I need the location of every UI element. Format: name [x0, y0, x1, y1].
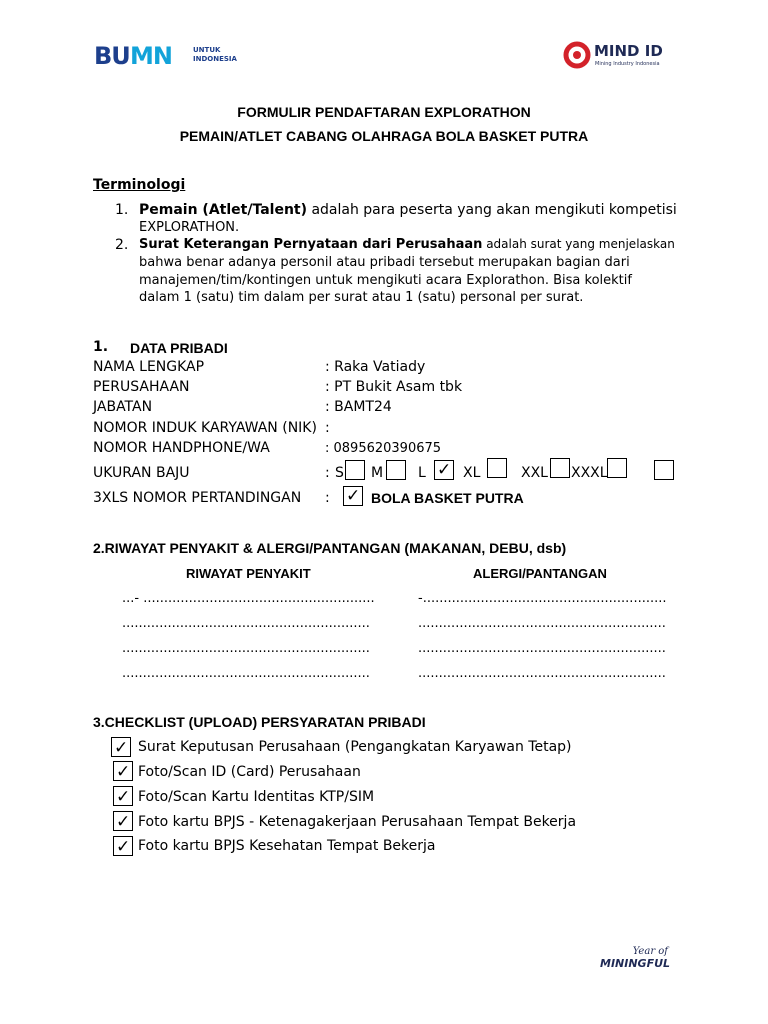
form-title-line1: FORMULIR PENDAFTARAN EXPLORATHON: [237, 104, 531, 120]
section2-heading: 2.RIWAYAT PENYAKIT & ALERGI/PANTANGAN (MAKANAN, DEBU, dsb): [93, 540, 567, 556]
year-of-miningful-logo: [600, 946, 672, 976]
term-2-line2: bahwa benar adanya personil atau pribadi tersebut merupakan bagian dari: [139, 255, 630, 270]
riwayat-penyakit-title: RIWAYAT PENYAKIT: [186, 566, 311, 581]
nomor-checkbox[interactable]: [343, 486, 363, 506]
alergi-row-1[interactable]: -...........................................................: [418, 591, 667, 606]
svg-text:BU: BU: [94, 42, 130, 70]
field-value-handphone: : 0895620390675: [325, 441, 442, 456]
field-label-nama: NAMA LENGKAP: [93, 359, 205, 375]
bumn-logo-sub1: UNTUK: [193, 46, 221, 54]
term-1-term: Pemain (Atlet/Talent): [139, 202, 307, 218]
term-2-num: 2.: [115, 237, 129, 253]
field-value-nik: :: [325, 420, 330, 436]
term-2-line3: manajemen/tim/kontingen untuk mengikuti acara Explorathon. Bisa kolektif: [139, 273, 632, 288]
alergi-row-4[interactable]: ............................................................: [418, 666, 666, 681]
term-2-line1: [139, 237, 675, 252]
field-value-jabatan: : BAMT24: [325, 399, 392, 415]
check-icon: ✓: [114, 738, 129, 758]
ukuran-baju-label: UKURAN BAJU: [93, 465, 190, 481]
size-label-xxxl: XXXL: [571, 465, 608, 481]
check-icon: ✓: [116, 787, 131, 807]
term-2-line4: dalam 1 (satu) tim dalam per surat atau 1 (satu) personal per surat.: [139, 290, 584, 305]
term-1-line2: EXPLORATHON.: [139, 220, 240, 235]
size-label-s: S: [335, 465, 344, 481]
alergi-title: ALERGI/PANTANGAN: [473, 566, 607, 581]
check-icon: ✓: [116, 837, 131, 857]
ukuran-baju-colon: :: [325, 465, 330, 481]
svg-text:MN: MN: [130, 42, 172, 70]
term-1-num: 1.: [115, 202, 129, 218]
mindid-logo-text: MIND ID: [594, 42, 663, 60]
size-checkbox-s[interactable]: [345, 460, 365, 480]
checklist-checkbox-3[interactable]: [113, 786, 133, 806]
checklist-item-2: Foto/Scan ID (Card) Perusahaan: [138, 764, 361, 780]
checklist-item-4: Foto kartu BPJS - Ketenagakerjaan Perusahaan Tempat Bekerja: [138, 814, 577, 830]
form-title-line2: PEMAIN/ATLET CABANG OLAHRAGA BOLA BASKET PUTRA: [179, 128, 589, 144]
size-checkbox-xxl[interactable]: [550, 458, 570, 478]
miningful-text: MININGFUL: [600, 957, 671, 970]
size-label-m: M: [371, 465, 384, 481]
checklist-checkbox-5[interactable]: [113, 836, 133, 856]
field-label-jabatan: JABATAN: [93, 399, 153, 415]
size-checkbox-l[interactable]: [434, 460, 454, 480]
bumn-logo-sub2: INDONESIA: [193, 55, 237, 63]
field-label-perusahaan: PERUSAHAAN: [93, 379, 190, 395]
year-of-text: Year of: [632, 946, 668, 957]
size-checkbox-m[interactable]: [386, 460, 406, 480]
term-2-term: Surat Keterangan Pernyataan dari Perusahaan: [139, 237, 483, 252]
check-icon: ✓: [116, 812, 131, 832]
size-label-xl: XL: [463, 465, 481, 481]
term-1-desc: adalah para peserta yang akan mengikuti kompetisi: [307, 202, 677, 218]
mindid-ring-icon: [562, 40, 592, 70]
field-label-handphone: NOMOR HANDPHONE/WA: [93, 440, 270, 456]
terminologi-heading: Terminologi: [93, 177, 186, 193]
size-checkbox-xl[interactable]: [487, 458, 507, 478]
riwayat-row-4[interactable]: ............................................................: [122, 666, 370, 681]
field-value-perusahaan: : PT Bukit Asam tbk: [325, 379, 463, 395]
section1-num: 1.: [93, 339, 109, 355]
mindid-logo-sub: Mining Industry Indonesia: [595, 61, 660, 67]
bumn-logo: [94, 42, 237, 70]
size-label-l: L: [418, 465, 426, 481]
riwayat-row-2[interactable]: ............................................................: [122, 616, 370, 631]
size-label-xxl: XXL: [521, 465, 548, 481]
section1-heading: DATA PRIBADI: [130, 340, 228, 356]
term-2-desc: adalah surat yang menjelaskan: [482, 237, 675, 251]
check-icon: ✓: [346, 486, 361, 506]
alergi-row-3[interactable]: ............................................................: [418, 641, 666, 656]
checklist-item-1: Surat Keputusan Perusahaan (Pengangkatan Karyawan Tetap): [138, 739, 572, 755]
checklist-item-3: Foto/Scan Kartu Identitas KTP/SIM: [138, 789, 375, 805]
nomor-pertandingan-label: 3XLS NOMOR PERTANDINGAN: [93, 490, 302, 506]
field-value-nama: : Raka Vatiady: [325, 359, 426, 375]
checklist-checkbox-1[interactable]: [111, 737, 131, 757]
nomor-pertandingan-colon: :: [325, 490, 330, 506]
alergi-row-2[interactable]: ............................................................: [418, 616, 666, 631]
size-checkbox-xxxl[interactable]: [607, 458, 627, 478]
field-label-nik: NOMOR INDUK KARYAWAN (NIK): [93, 420, 317, 436]
size-checkbox-3xls[interactable]: [654, 460, 674, 480]
section3-heading: 3.CHECKLIST (UPLOAD) PERSYARATAN PRIBADI: [93, 714, 426, 730]
check-icon: ✓: [116, 762, 131, 782]
checklist-checkbox-2[interactable]: [113, 761, 133, 781]
term-1-line1: [139, 202, 677, 218]
mindid-logo: [562, 40, 674, 70]
checklist-checkbox-4[interactable]: [113, 811, 133, 831]
riwayat-row-1[interactable]: ...- ........................................................: [122, 591, 375, 606]
checklist-item-5: Foto kartu BPJS Kesehatan Tempat Bekerja: [138, 838, 436, 854]
nomor-pertandingan-value: BOLA BASKET PUTRA: [371, 490, 524, 506]
check-icon: ✓: [437, 460, 452, 480]
riwayat-row-3[interactable]: ............................................................: [122, 641, 370, 656]
